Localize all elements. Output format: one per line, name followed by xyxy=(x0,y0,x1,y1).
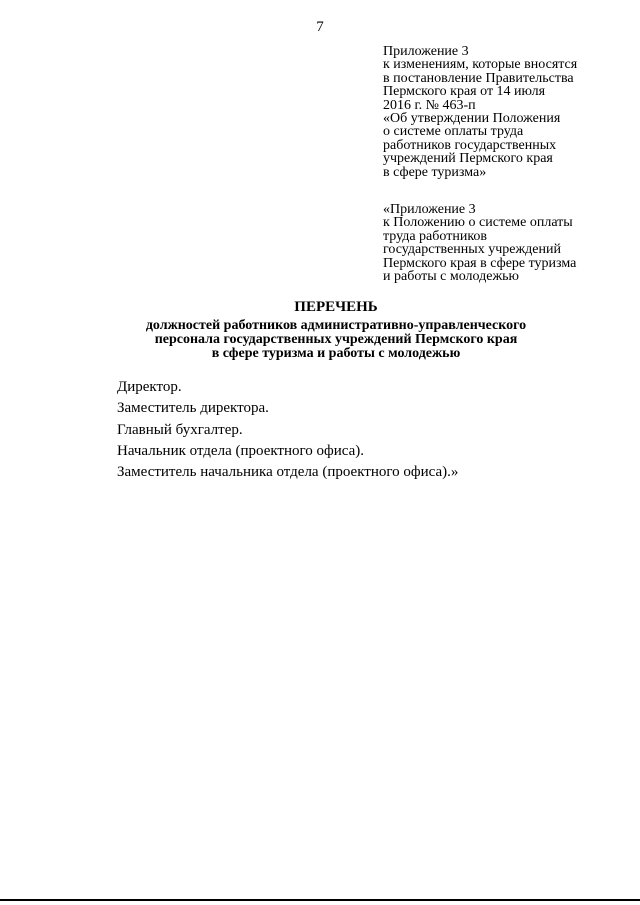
position-item: Главный бухгалтер. xyxy=(117,421,243,438)
quoted-appendix-header xyxy=(383,203,633,283)
appendix-header-line: в постановление Правительства xyxy=(383,70,574,86)
appendix-header-line: Приложение 3 xyxy=(383,44,469,59)
page-number: 7 xyxy=(316,19,324,35)
subtitle-line: персонала государственных учреждений Пермского края xyxy=(154,332,518,347)
quoted-appendix-line: и работы с молодежью xyxy=(383,269,519,285)
quoted-appendix-line: «Приложение 3 xyxy=(383,202,476,217)
page-bottom-rule xyxy=(0,899,640,901)
position-item: Директор. xyxy=(117,379,182,395)
document-title: ПЕРЕЧЕНЬ xyxy=(294,299,378,315)
quoted-appendix-line: к Положению о системе оплаты xyxy=(383,215,573,231)
subtitle-line: в сфере туризма и работы с молодежью xyxy=(211,346,461,361)
position-item: Начальник отдела (проектного офиса). xyxy=(117,442,365,459)
appendix-header-line: учреждений Пермского края xyxy=(383,151,553,167)
appendix-header-line: Пермского края от 14 июля xyxy=(383,84,546,100)
appendix-header xyxy=(383,45,633,179)
quoted-appendix-line: труда работников xyxy=(383,228,488,244)
appendix-header-line: работников государственных xyxy=(383,137,557,153)
position-item: Заместитель директора. xyxy=(117,400,269,417)
appendix-header-line: «Об утверждении Положения xyxy=(383,111,561,127)
quoted-appendix-line: Пермского края в сфере туризма xyxy=(383,255,577,271)
appendix-header-line: к изменениям, которые вносятся xyxy=(383,57,578,73)
subtitle-line: должностей работников административно-управленческого xyxy=(145,318,527,333)
appendix-header-line: 2016 г. № 463-п xyxy=(383,97,476,113)
document-subtitle xyxy=(0,319,640,361)
appendix-header-line: в сфере туризма» xyxy=(383,164,487,180)
quoted-appendix-line: государственных учреждений xyxy=(383,242,561,258)
appendix-header-line: о системе оплаты труда xyxy=(383,124,524,140)
position-item: Заместитель начальника отдела (проектного офиса).» xyxy=(117,464,459,481)
positions-list xyxy=(117,377,458,483)
